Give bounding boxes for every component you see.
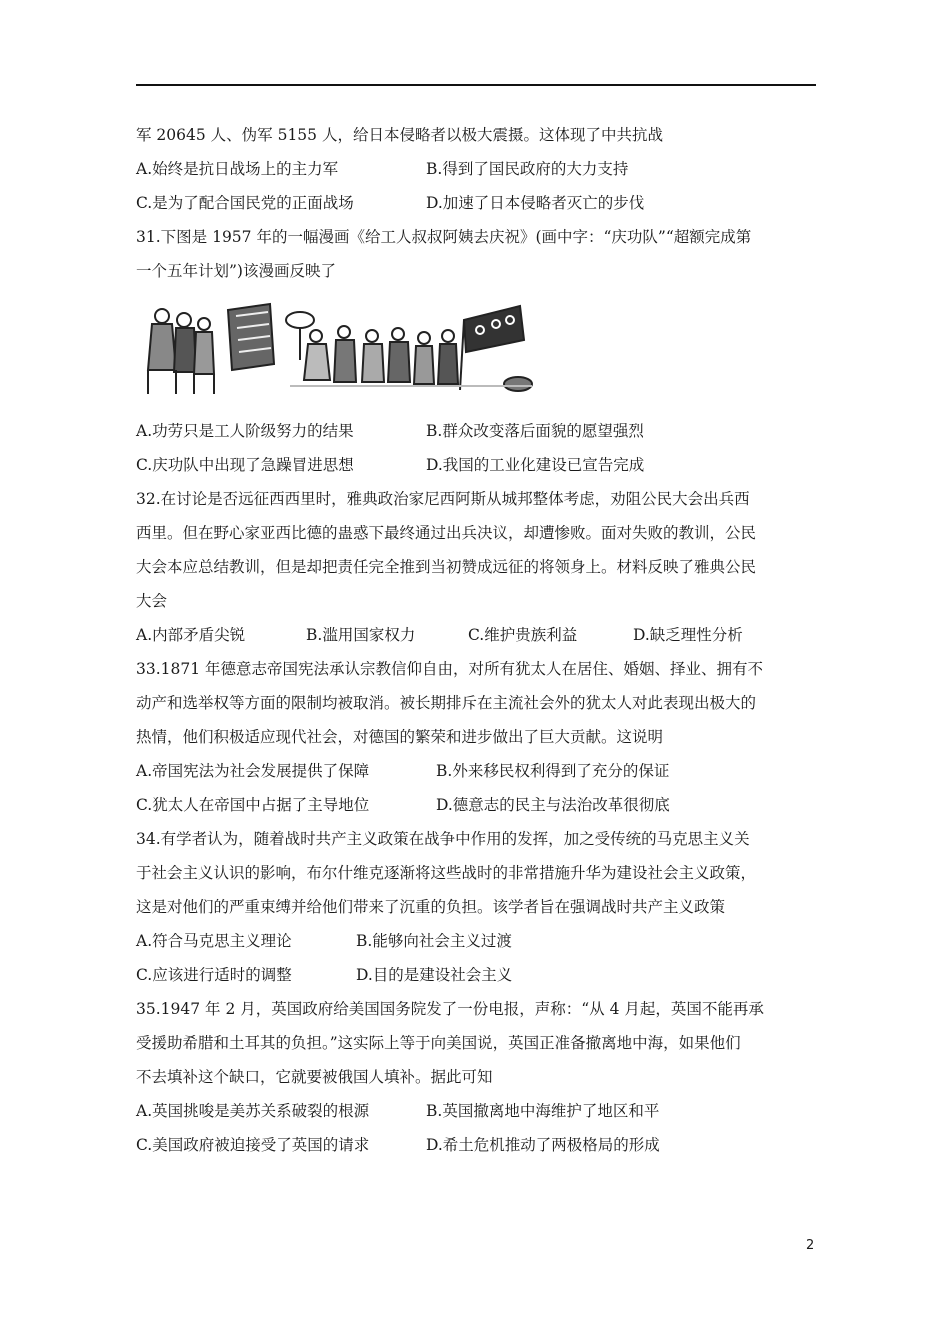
q32-line-4: 大会 [136,592,168,610]
q34-line-2: 于社会主义认识的影响，布尔什维克逐渐将这些战时的非常措施升华为建设社会主义政策， [136,864,757,882]
q34-option-c: C.应该进行适时的调整 [136,966,292,984]
q31-options-row-2 [136,448,826,482]
q32-option-c: C.维护贵族利益 [468,626,578,644]
q33-option-c: C.犹太人在帝国中占据了主导地位 [136,796,370,814]
q31-option-c: C.庆功队中出现了急躁冒进思想 [136,456,354,474]
q33-line-2: 动产和选举权等方面的限制均被取消。被长期排斥在主流社会外的犹太人对此表现出极大的 [136,694,757,712]
intro-options-row-2 [136,186,826,220]
q35-options-row-2 [136,1128,826,1162]
intro-option-d: D.加速了日本侵略者灭亡的步伐 [426,194,645,212]
q32-option-a: A.内部矛盾尖锐 [136,626,246,644]
q34-options-row-1 [136,924,826,958]
q33-line-3: 热情，他们积极适应现代社会，对德国的繁荣和进步做出了巨大贡献。这说明 [136,728,664,746]
q35-line-3: 不去填补这个缺口，它就要被俄国人填补。据此可知 [136,1068,493,1086]
q31-option-b: B.群众改变落后面貌的愿望强烈 [426,422,644,440]
q31-options-row-1 [136,414,826,448]
q35-option-c: C.美国政府被迫接受了英国的请求 [136,1136,370,1154]
q32-line-1: 32.在讨论是否远征西西里时，雅典政治家尼西阿斯从城邦整体考虑，劝阻公民大会出兵西 [136,490,750,508]
q35-option-b: B.英国撤离地中海维护了地区和平 [426,1102,660,1120]
q35-line-1: 35.1947 年 2 月，英国政府给美国国务院发了一份电报，声称：“从 4 月起，英国不能再承 [136,1000,764,1018]
q33-option-a: A.帝国宪法为社会发展提供了保障 [136,762,370,780]
q31-line-1: 31.下图是 1957 年的一幅漫画《给工人叔叔阿姨去庆祝》(画中字：“庆功队”“超额完成第 [136,228,752,246]
intro-options-row-1 [136,152,826,186]
q34-line-3: 这是对他们的严重束缚并给他们带来了沉重的负担。该学者旨在强调战时共产主义政策 [136,898,726,916]
page-number: 2 [806,1238,815,1253]
q35-option-a: A.英国挑唆是美苏关系破裂的根源 [136,1102,370,1120]
intro-option-b: B.得到了国民政府的大力支持 [426,160,629,178]
exam-page [136,118,826,1162]
q35-option-d: D.希土危机推动了两极格局的形成 [426,1136,660,1154]
q34-options-row-2 [136,958,826,992]
q32-options-row [136,618,826,652]
q34-line-1: 34.有学者认为，随着战时共产主义政策在战争中作用的发挥，加之受传统的马克思主义关 [136,830,750,848]
q31-line-2: 一个五年计划”)该漫画反映了 [136,262,336,280]
intro-line: 军 20645 人、伪军 5155 人，给日本侵略者以极大震摄。这体现了中共抗战 [136,126,663,144]
q33-option-b: B.外来移民权利得到了充分的保证 [436,762,670,780]
cartoon-image [140,300,540,396]
q35-line-2: 受援助希腊和土耳其的负担。”这实际上等于向美国说，英国正准备撤离地中海，如果他们 [136,1034,741,1052]
header-rule [136,84,816,86]
q33-option-d: D.德意志的民主与法治改革很彻底 [436,796,670,814]
q32-option-d: D.缺乏理性分析 [633,626,743,644]
q34-option-d: D.目的是建设社会主义 [356,966,513,984]
q33-line-1: 33.1871 年德意志帝国宪法承认宗教信仰自由，对所有犹太人在居住、婚姻、择业、拥有不 [136,660,764,678]
intro-option-a: A.始终是抗日战场上的主力军 [136,160,339,178]
q34-option-b: B.能够向社会主义过渡 [356,932,512,950]
intro-option-c: C.是为了配合国民党的正面战场 [136,194,354,212]
q33-options-row-1 [136,754,826,788]
q31-option-a: A.功劳只是工人阶级努力的结果 [136,422,354,440]
q32-line-2: 西里。但在野心家亚西比德的蛊惑下最终通过出兵决议，却遭惨败。面对失败的教训，公民 [136,524,757,542]
q32-option-b: B.滥用国家权力 [306,626,416,644]
q31-option-d: D.我国的工业化建设已宣告完成 [426,456,645,474]
q33-options-row-2 [136,788,826,822]
q32-line-3: 大会本应总结教训，但是却把责任完全推到当初赞成远征的将领身上。材料反映了雅典公民 [136,558,757,576]
q34-option-a: A.符合马克思主义理论 [136,932,292,950]
q35-options-row-1 [136,1094,826,1128]
